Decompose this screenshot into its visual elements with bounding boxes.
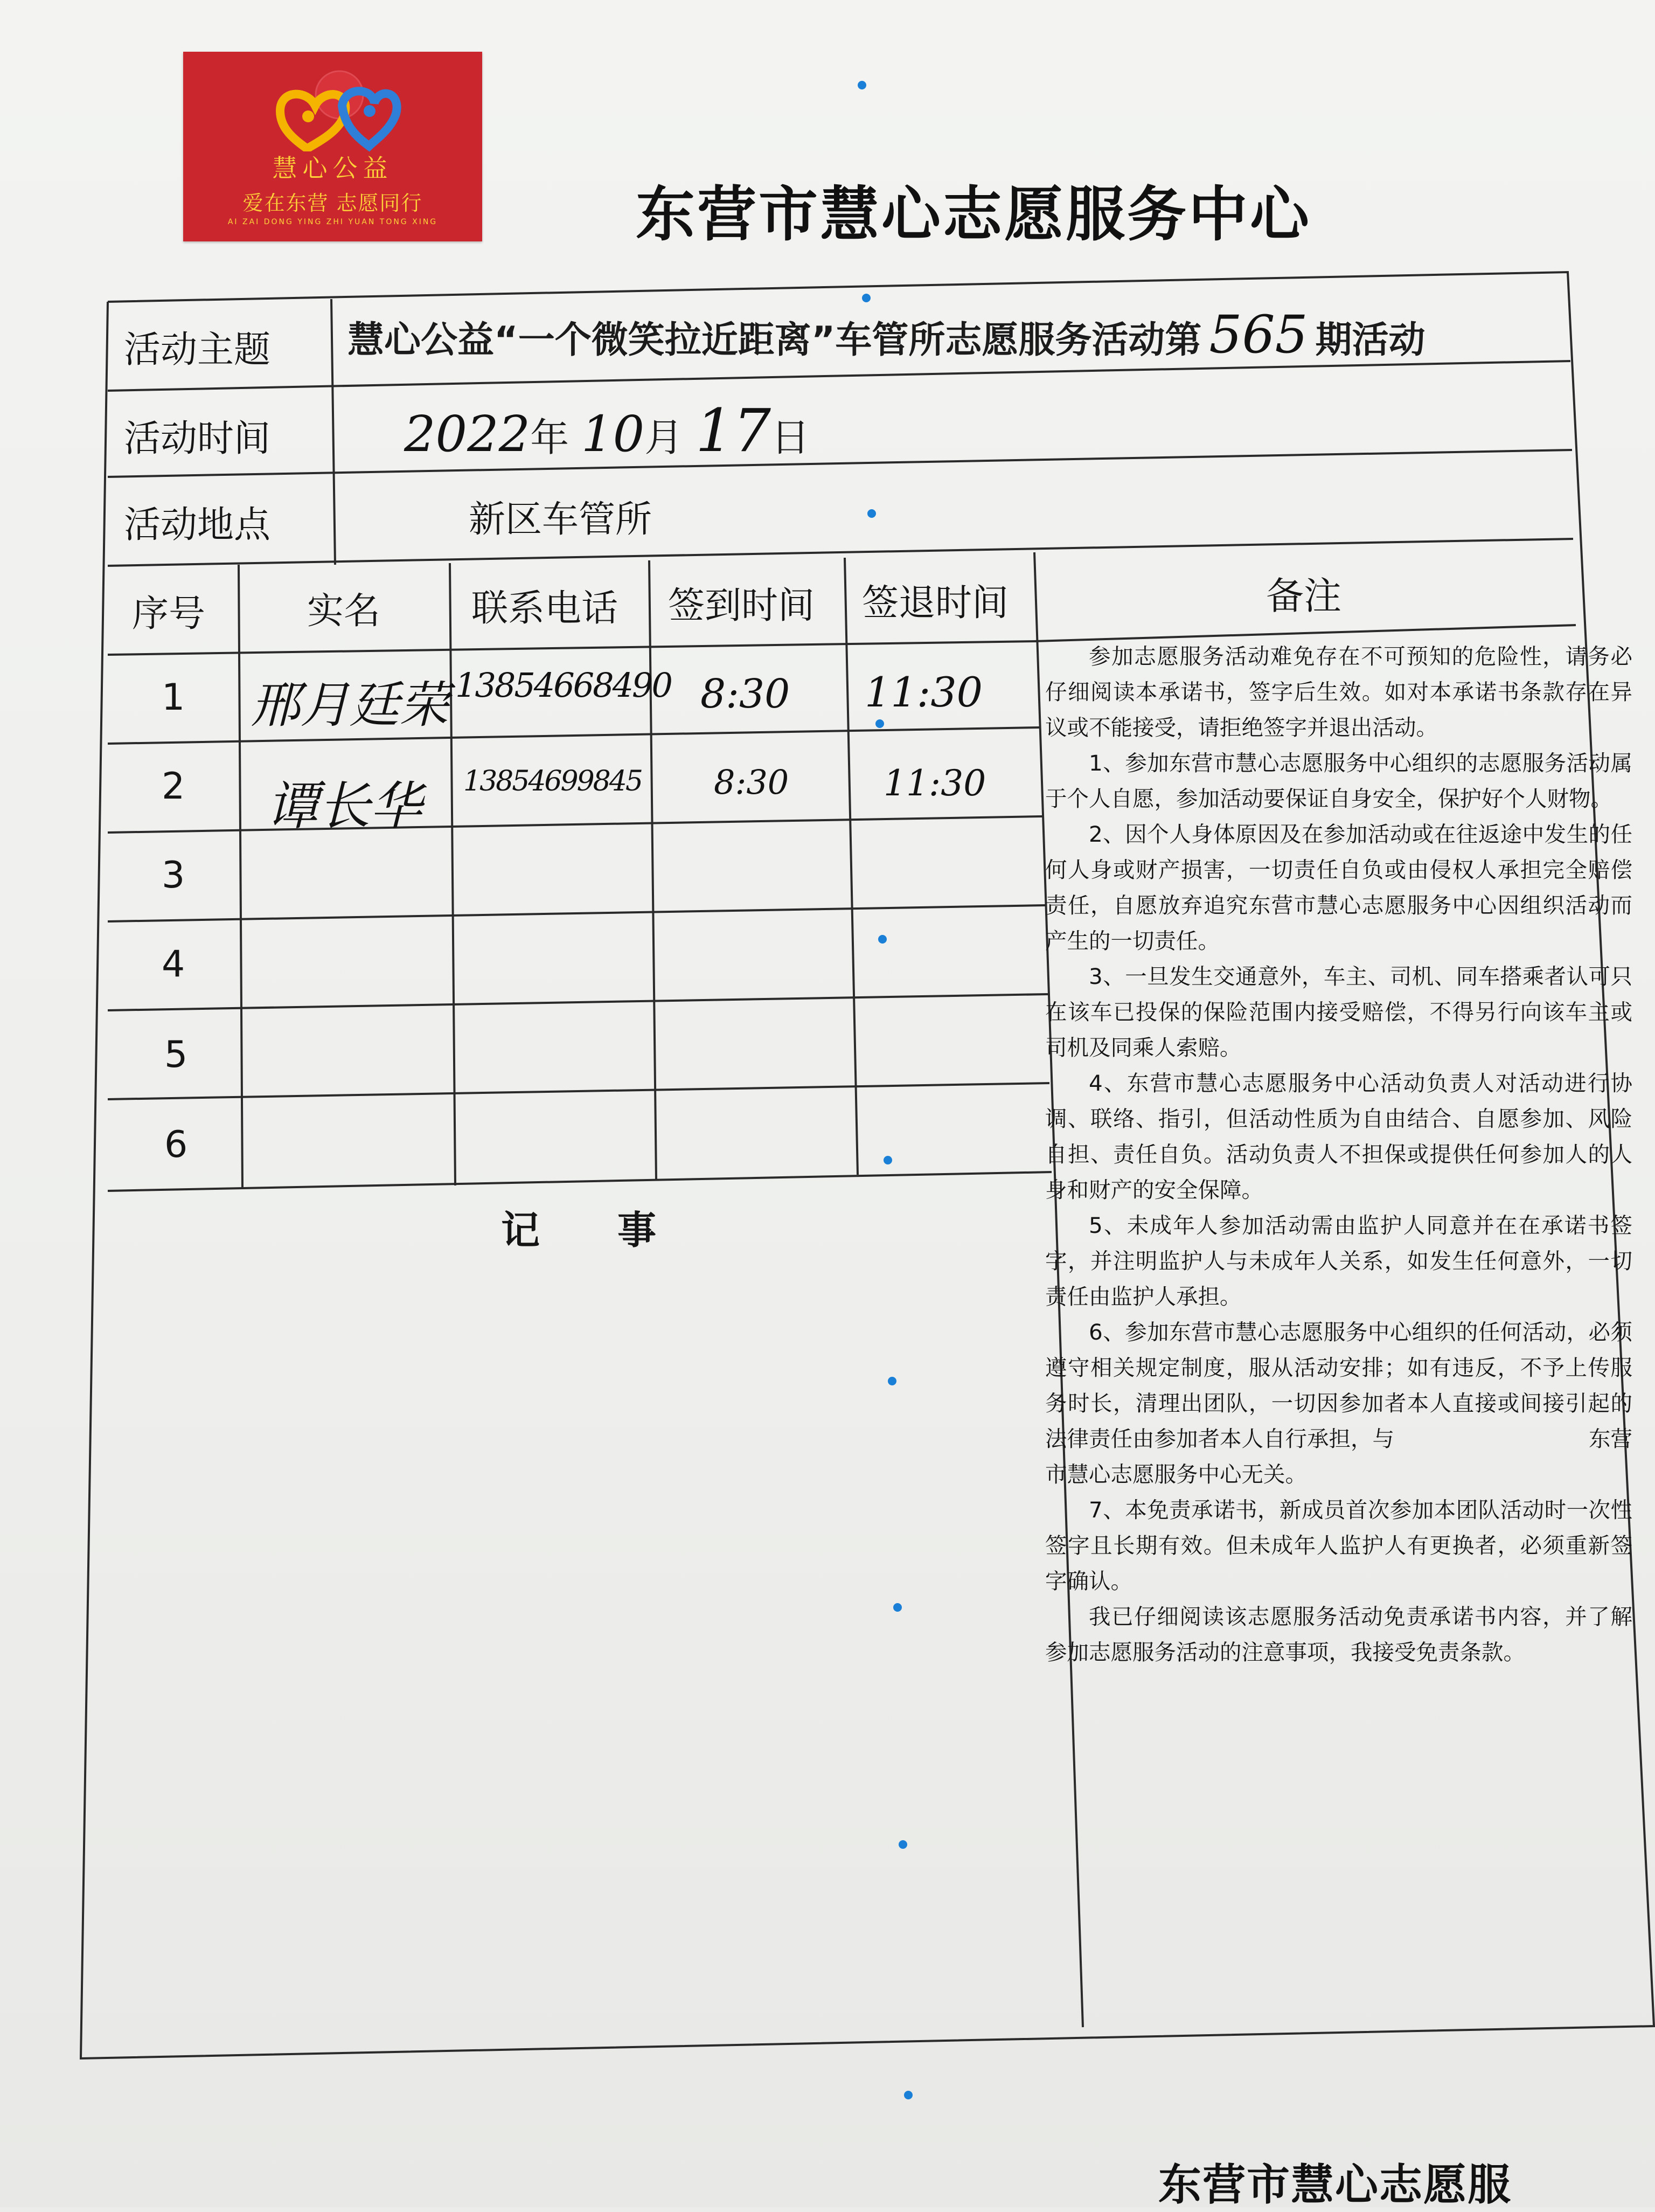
col-header-index: 序号 bbox=[132, 593, 206, 635]
blue-dot bbox=[899, 1840, 907, 1849]
logo-name: 慧心公益 bbox=[272, 154, 393, 183]
theme-value-prefix: 慧心公益“一个微笑拉近距离”车管所志愿服务活动第 bbox=[347, 319, 1202, 362]
disclaimer-text: 东营 bbox=[1589, 1426, 1632, 1452]
blue-dot bbox=[888, 1377, 896, 1385]
disclaimer-paragraph: 2、因个人身体原因及在参加活动或在往返途中发生的任何人身或财产损害，一切责任自负或由侵权人承担完全赔偿责任，自愿放弃追究东营市慧心志愿服务中心因组织活动而产生的一切责任。 bbox=[1045, 821, 1632, 954]
theme-value-suffix: 期活动 bbox=[1315, 319, 1425, 362]
disclaimer-paragraph bbox=[1045, 1314, 1632, 1457]
theme-issue-number: 565 bbox=[1209, 304, 1308, 365]
notes-header: 备注 bbox=[1266, 574, 1341, 618]
disclaimer-notes bbox=[1045, 639, 1632, 1670]
date-value bbox=[404, 396, 810, 465]
logo-slogan: 爱在东营 志愿同行 bbox=[242, 191, 423, 215]
location-label: 活动地点 bbox=[124, 504, 271, 546]
row-index: 2 bbox=[162, 765, 185, 808]
row-name: 谭长华 bbox=[267, 776, 422, 836]
row-index: 4 bbox=[162, 943, 185, 986]
date-day: 17 bbox=[696, 396, 771, 465]
date-month: 10 bbox=[581, 405, 645, 463]
footer-org-name: 东营市慧心志愿服 bbox=[1158, 2160, 1512, 2210]
location-value: 新区车管所 bbox=[469, 498, 652, 541]
blue-dot bbox=[867, 509, 876, 518]
blue-dot bbox=[875, 719, 884, 728]
row-phone: 13854699845 bbox=[463, 765, 642, 798]
blue-dot bbox=[858, 81, 866, 89]
blue-dot bbox=[878, 935, 887, 944]
row-checkout: 11:30 bbox=[884, 762, 986, 804]
theme-label: 活动主题 bbox=[124, 329, 271, 371]
disclaimer-paragraph: 7、本免责承诺书，新成员首次参加本团队活动时一次性签字且长期有效。但未成年人监护人有更换者，必须重新签字确认。 bbox=[1045, 1497, 1632, 1594]
col-header-checkout: 签退时间 bbox=[862, 582, 1009, 625]
row-index: 1 bbox=[162, 676, 185, 719]
disclaimer-text: 6、参加东营市慧心志愿服务中心组织的任何活动，必须遵守相关规定制度，服从活动安排；如有违反，不予上传服务时长，清理出团队，一切因参加者本人直接或间接引起的法律责任由参加者本人自行承担，与 bbox=[1045, 1319, 1632, 1452]
row-checkin: 8:30 bbox=[700, 671, 790, 717]
disclaimer-paragraph: 市慧心志愿服务中心无关。 bbox=[1045, 1461, 1307, 1487]
row-name: 邢月廷荣 bbox=[251, 676, 449, 734]
disclaimer-paragraph: 4、东营市慧心志愿服务中心活动负责人对活动进行协调、联络、指引，但活动性质为自由结合、自愿参加、风险自担、责任自负。活动负责人不担保或提供任何参加人的人身和财产的安全保障。 bbox=[1045, 1070, 1632, 1203]
col-header-phone: 联系电话 bbox=[471, 587, 618, 630]
date-year: 2022 bbox=[404, 405, 531, 463]
disclaimer-paragraph: 1、参加东营市慧心志愿服务中心组织的志愿服务活动属于个人自愿，参加活动要保证自身安全，保护好个人财物。 bbox=[1045, 750, 1632, 812]
logo-pinyin: AI ZAI DONG YING ZHI YUAN TONG XING bbox=[227, 218, 438, 226]
date-year-unit: 年 bbox=[530, 415, 569, 460]
blue-dot bbox=[884, 1156, 892, 1164]
row-checkin: 8:30 bbox=[714, 762, 789, 802]
blue-dot bbox=[893, 1603, 902, 1612]
blue-dot bbox=[862, 294, 871, 302]
row-index: 3 bbox=[162, 854, 185, 897]
disclaimer-paragraph: 我已仔细阅读该志愿服务活动免责承诺书内容，并了解参加志愿服务活动的注意事项，我接受免责条款。 bbox=[1045, 1604, 1632, 1665]
memo-label: 记 事 bbox=[501, 1208, 657, 1253]
row-index: 6 bbox=[164, 1124, 188, 1166]
date-month-unit: 月 bbox=[644, 415, 684, 460]
disclaimer-paragraph: 参加志愿服务活动难免存在不可预知的危险性，请务必仔细阅读本承诺书，签字后生效。如对本承诺书条款存在异议或不能接受，请拒绝签字并退出活动。 bbox=[1045, 643, 1632, 740]
disclaimer-paragraph: 5、未成年人参加活动需由监护人同意并在在承诺书签字，并注明监护人与未成年人关系，如发生任何意外，一切责任由监护人承担。 bbox=[1045, 1212, 1632, 1309]
document-title: 东营市慧心志愿服务中心 bbox=[636, 180, 1311, 249]
theme-value bbox=[347, 304, 1425, 365]
row-checkout: 11:30 bbox=[865, 668, 983, 716]
date-day-unit: 日 bbox=[771, 415, 810, 460]
date-label: 活动时间 bbox=[124, 418, 271, 460]
col-header-name: 实名 bbox=[307, 590, 381, 633]
blue-dot bbox=[904, 2091, 913, 2099]
row-phone: 13854668490 bbox=[455, 665, 671, 705]
disclaimer-paragraph: 3、一旦发生交通意外，车主、司机、同车搭乘者认可只在该车已投保的保险范围内接受赔偿，不得另行向该车主或司机及同乘人索赔。 bbox=[1045, 963, 1632, 1060]
col-header-checkin: 签到时间 bbox=[668, 585, 815, 627]
row-index: 5 bbox=[164, 1034, 188, 1076]
